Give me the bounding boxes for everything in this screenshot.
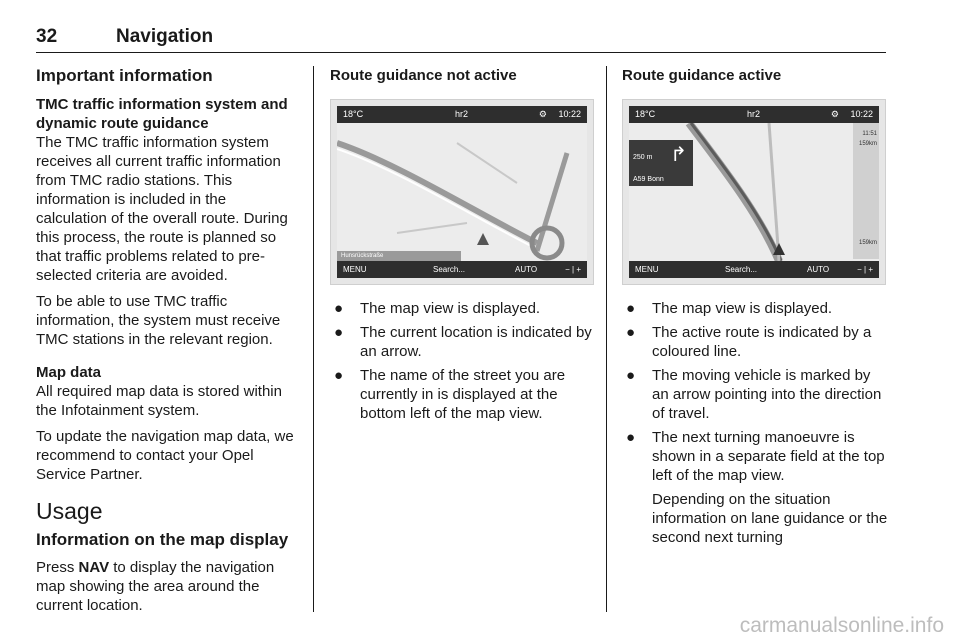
menu-button[interactable]: MENU xyxy=(343,265,367,274)
route-active-list xyxy=(622,299,888,547)
turn-right-icon: ↱ xyxy=(670,144,687,166)
distance-bar xyxy=(853,123,879,259)
tmc-paragraph-1: The TMC traffic information system receives all current traffic information from TMC radio stations. This information is included in the calculation of the overall route. During this process, the route is planned so that traffic problems related to pre-selected criteria are avoided. xyxy=(36,134,288,284)
map-data-heading: Map data xyxy=(36,364,102,381)
list-item: ● The active route is indicated by a coloured line. xyxy=(626,324,872,360)
watermark: carmanualsonline.info xyxy=(739,614,944,637)
auto-zoom-button[interactable]: AUTO xyxy=(807,265,830,274)
route-active-heading: Route guidance active xyxy=(622,67,782,84)
gear-icon: ⚙ xyxy=(830,109,839,119)
list-item: ● The next turning manoeuvre is shown in a separate field at the top left of the map view. Depending on the situation information on lane guidance or the second next turning xyxy=(626,429,888,546)
zoom-buttons[interactable]: − | + xyxy=(565,265,581,274)
page-number: 32 xyxy=(36,26,58,47)
temperature: 18°C xyxy=(635,109,656,119)
column-divider-2 xyxy=(606,66,607,612)
next-manoeuvre-panel xyxy=(629,140,693,186)
zoom-buttons[interactable]: − | + xyxy=(857,265,873,274)
distance-bottom: 159km xyxy=(858,240,877,246)
eta: 11:51 xyxy=(862,131,877,137)
press-suffix: to display the navigation map showing the area around the current location. xyxy=(36,559,275,614)
map-display-heading: Information on the map display xyxy=(36,530,289,549)
column-3 xyxy=(622,66,888,552)
tmc-paragraph-2: To be able to use TMC traffic information, the system must receive TMC stations in the relevant region. xyxy=(36,293,281,348)
bottom-bar xyxy=(337,261,587,278)
gear-icon: ⚙ xyxy=(538,109,547,119)
status-bar xyxy=(629,106,879,123)
important-information-heading: Important information xyxy=(36,66,213,85)
column-1 xyxy=(36,66,298,622)
search-button[interactable]: Search... xyxy=(725,265,758,274)
column-divider-1 xyxy=(313,66,314,612)
manoeuvre-road: A59 Bonn xyxy=(633,176,664,183)
nav-key: NAV xyxy=(78,559,110,576)
clock: 10:22 xyxy=(558,109,581,119)
map-data-paragraph-1: All required map data is stored within the Infotainment system. xyxy=(36,383,282,419)
distance-top: 159km xyxy=(858,141,877,147)
page-title: Navigation xyxy=(116,26,214,47)
map-data-paragraph-2: To update the navigation map data, we recommend to contact your Opel Service Partner. xyxy=(36,428,294,483)
manoeuvre-distance: 250 m xyxy=(633,154,653,161)
temperature: 18°C xyxy=(343,109,364,119)
screen-route-not-active xyxy=(330,99,594,285)
radio-station: hr2 xyxy=(455,109,469,119)
column-2 xyxy=(330,66,592,428)
street-name-label: Hunsrückstraße xyxy=(337,251,461,261)
tmc-heading: TMC traffic information system and dynamic route guidance xyxy=(36,96,288,132)
list-item: ● The current location is indicated by an arrow. xyxy=(334,324,592,360)
clock: 10:22 xyxy=(850,109,873,119)
press-prefix: Press xyxy=(36,559,79,576)
list-item: ● The map view is displayed. xyxy=(334,300,541,317)
radio-station: hr2 xyxy=(747,109,761,119)
page-header xyxy=(36,26,886,53)
list-item: ● The moving vehicle is marked by an arrow pointing into the direction of travel. xyxy=(626,367,882,422)
menu-button[interactable]: MENU xyxy=(635,265,659,274)
screen-route-active xyxy=(622,99,886,285)
route-not-active-list xyxy=(330,299,592,423)
list-item: ● The map view is displayed. xyxy=(626,300,833,317)
status-bar xyxy=(337,106,587,123)
auto-zoom-button[interactable]: AUTO xyxy=(515,265,538,274)
route-not-active-heading: Route guidance not active xyxy=(330,67,517,84)
list-item: ● The name of the street you are currently in is displayed at the bottom left of the map view. xyxy=(334,367,566,422)
press-nav-paragraph xyxy=(36,558,298,615)
map-view xyxy=(337,123,587,261)
list-item-continuation: Depending on the situation information on lane guidance or the second next turning xyxy=(652,491,888,546)
search-button[interactable]: Search... xyxy=(433,265,466,274)
usage-heading: Usage xyxy=(36,498,103,524)
bottom-bar xyxy=(629,261,879,278)
